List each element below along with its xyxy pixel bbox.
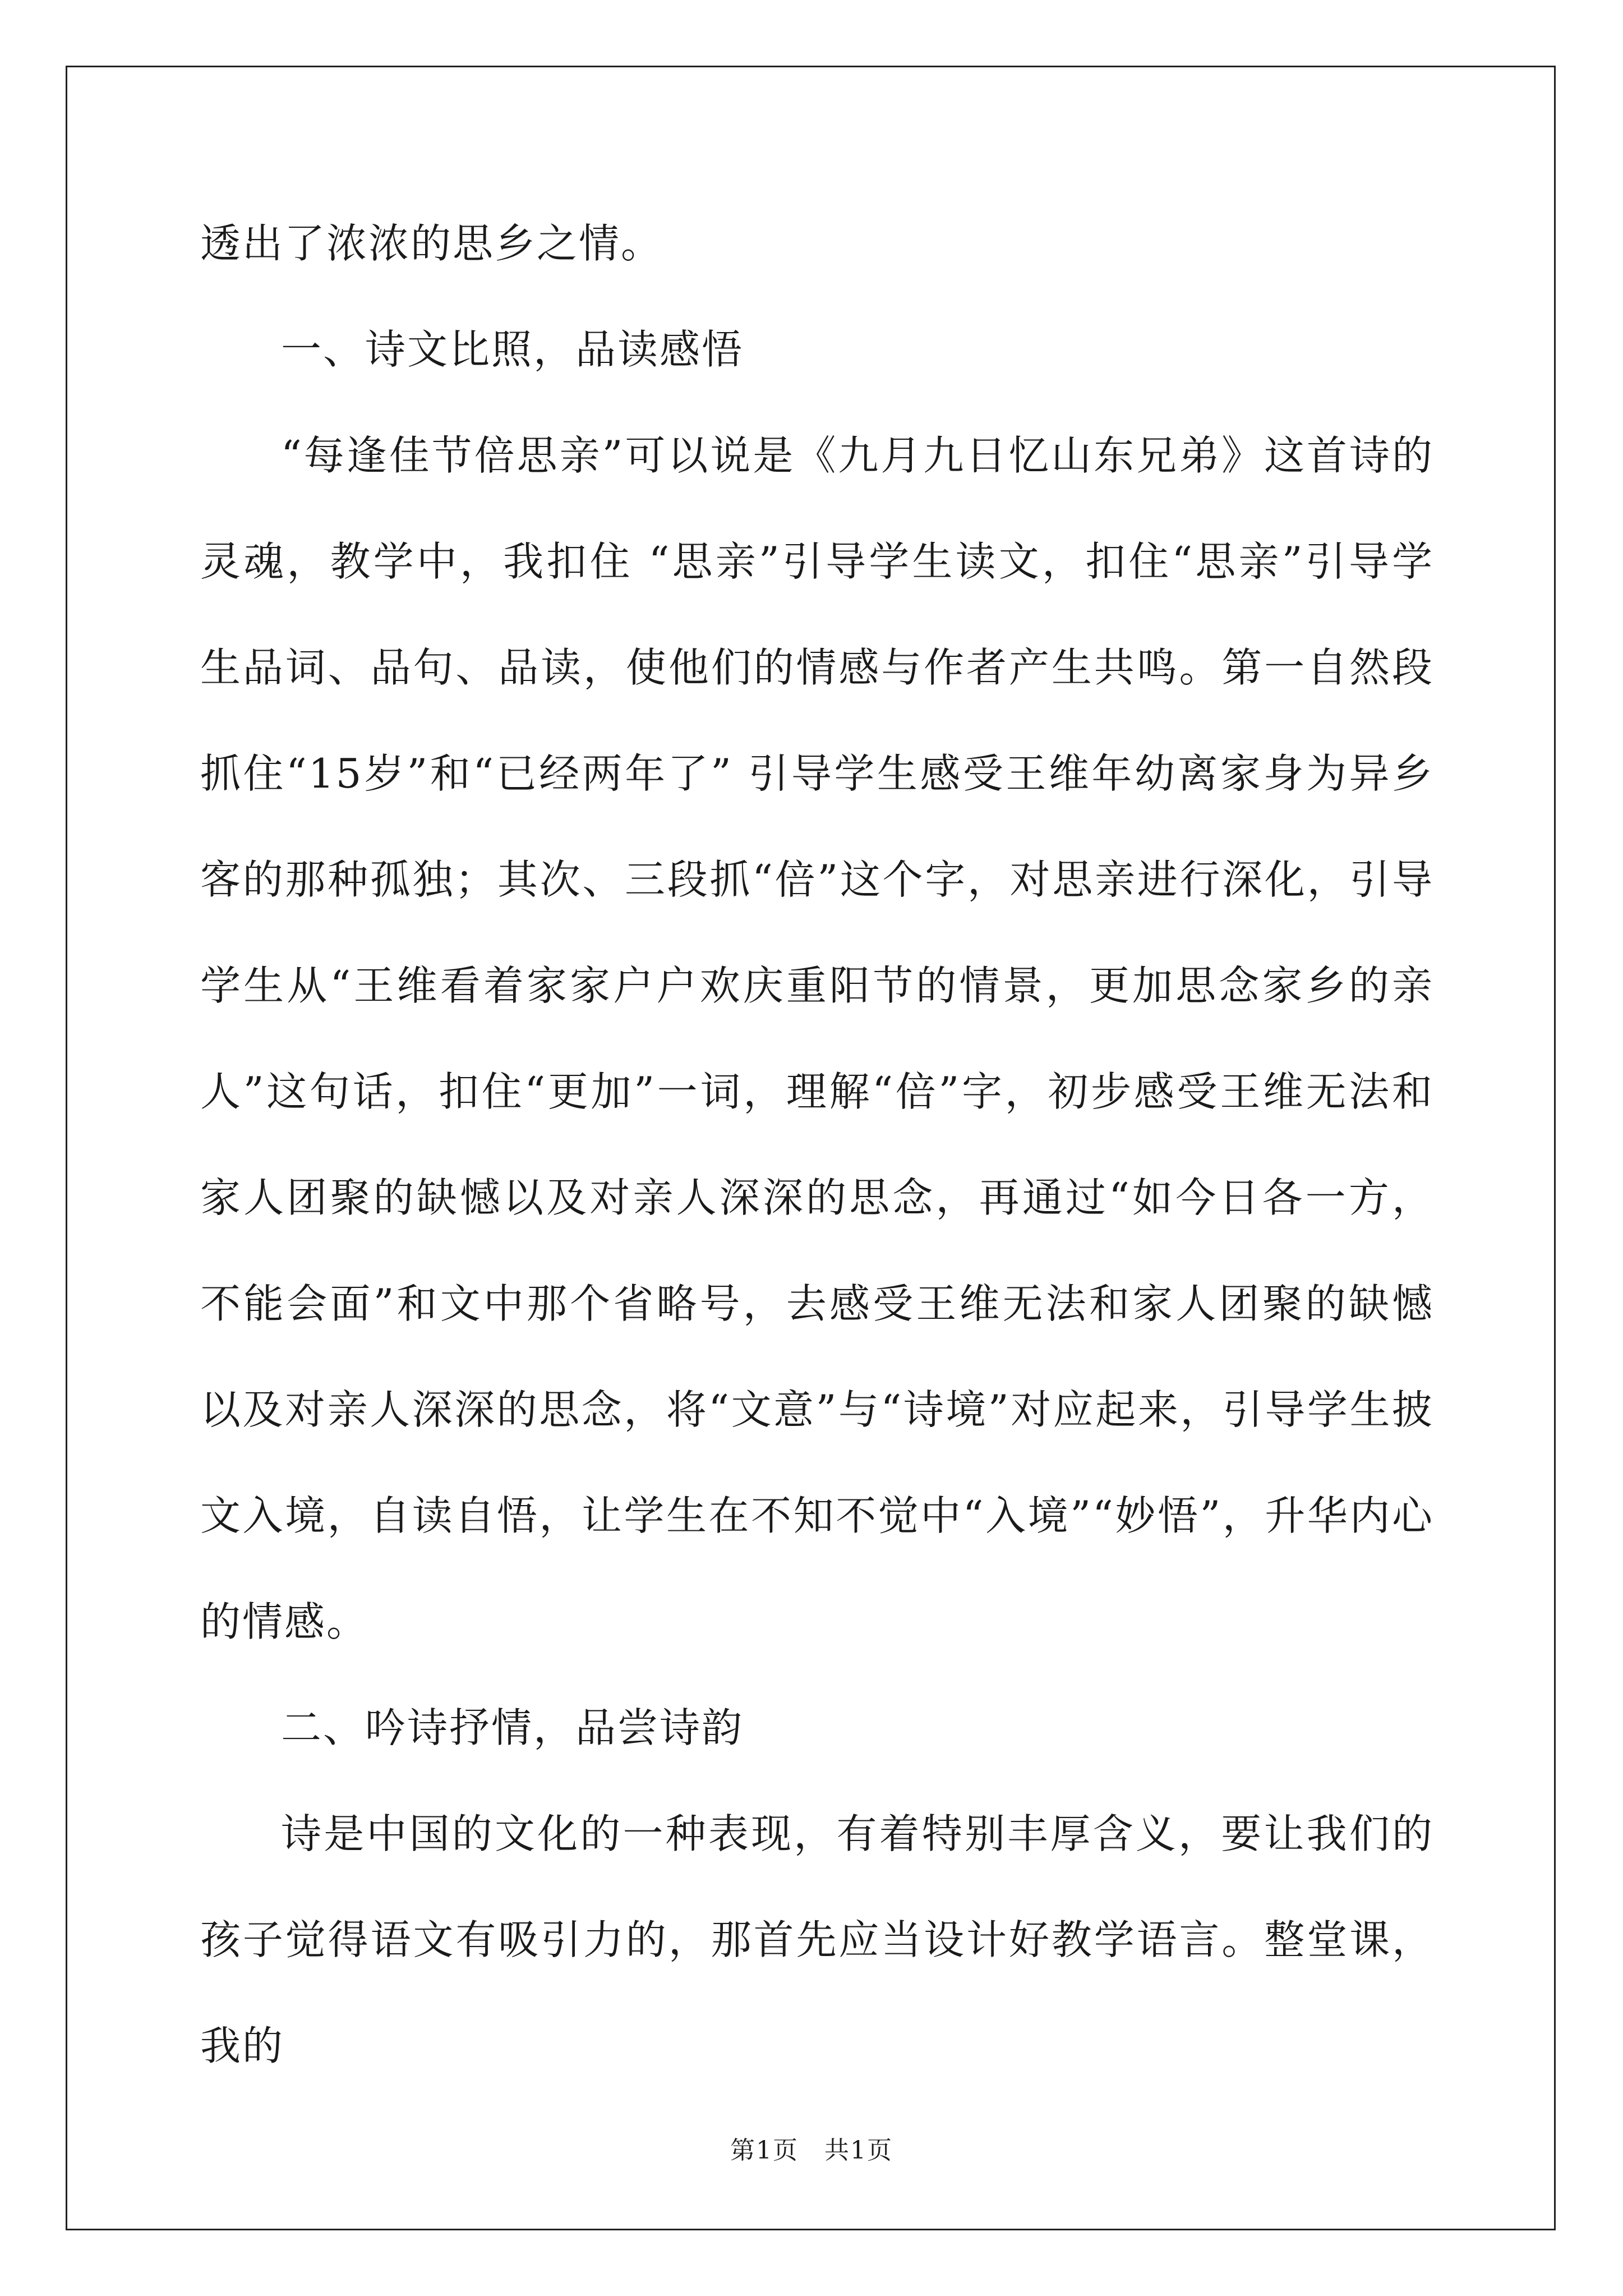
paragraph-poem-analysis: “每逢佳节倍思亲”可以说是《九月九日忆山东兄弟》这首诗的灵魂，教学中，我扣住 “思亲”引导学生读文，扣住“思亲”引导学生品词、品句、品读，使他们的情感与作者产生共鸣。第一自然段抓住“15岁”和“已经两年了” 引导学生感受王维年幼离家身为异乡客的那种孤独；其次、三段抓“倍”这个字，对思亲进行深化，引导学生从“王维看着家家户户欢庆重阳节的情景，更加思念家乡的亲人”这句话，扣住“更加”一词，理解“倍”字，初步感受王维无法和家人团聚的缺憾以及对亲人深深的思念，再通过“如今日各一方，不能会面”和文中那个省略号，去感受王维无法和家人团聚的缺憾以及对亲人深深的思念，将“文意”与“诗境”对应起来，引导学生披文入境，自读自悟，让学生在不知不觉中“入境”“妙悟”，升华内心的情感。 xyxy=(200,432,1434,1645)
section-heading-1: 一、诗文比照，品读感悟 xyxy=(281,326,744,373)
page-number-footer: 第1页 共1页 xyxy=(730,2136,893,2165)
section-heading-2: 二、吟诗抒情，品尝诗韵 xyxy=(281,1704,744,1751)
paragraph-continuation: 透出了浓浓的思乡之情。 xyxy=(200,220,663,267)
document-body xyxy=(200,191,1434,2099)
paragraph-poetry-culture: 诗是中国的文化的一种表现，有着特别丰厚含义，要让我们的孩子觉得语文有吸引力的，那首先应当设计好教学语言。整堂课，我的 xyxy=(200,1810,1434,2069)
